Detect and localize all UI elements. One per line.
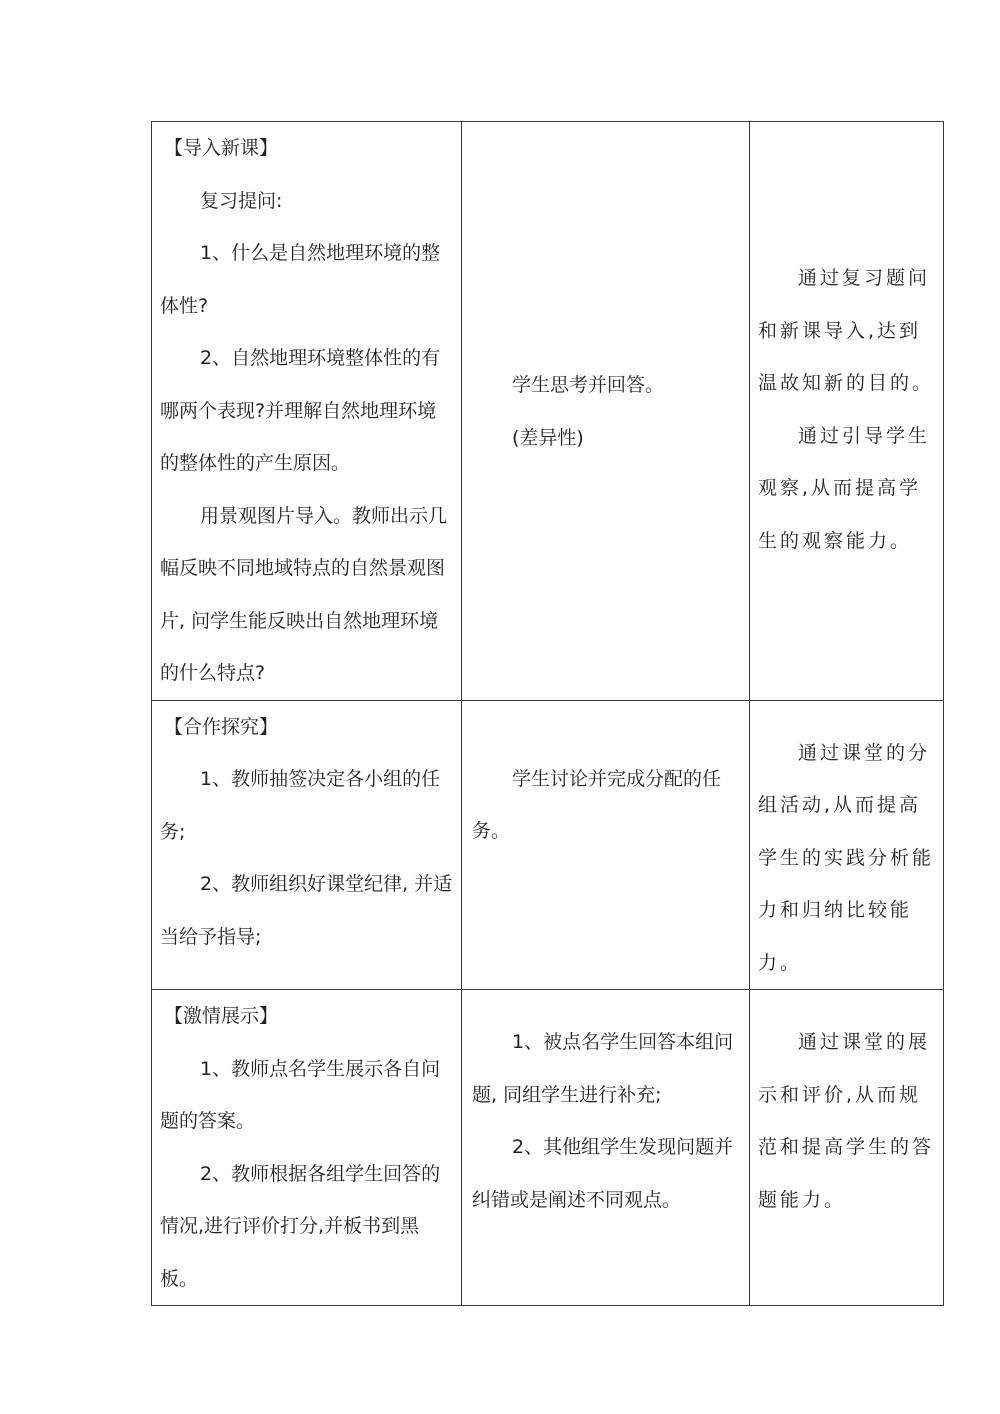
teacher-activity-cell (152, 122, 462, 701)
student-activity-cell (462, 122, 750, 701)
paragraph: (差异性) (512, 426, 584, 449)
design-purpose-cell (750, 990, 944, 1306)
teacher-activity-cell (152, 990, 462, 1306)
paragraph: 1、教师点名学生展示各自问题的答案。 (160, 1057, 441, 1132)
paragraph: 通过引导学生观察,从而提高学生的观察能力。 (758, 424, 931, 552)
design-purpose-cell (750, 122, 944, 701)
design-purpose-cell (750, 700, 944, 990)
paragraph: 2、其他组学生发现问题并纠错或是阐述不同观点。 (472, 1136, 734, 1211)
paragraph: 2、教师组织好课堂纪律, 并适当给予指导; (160, 873, 453, 948)
lesson-plan-table (151, 121, 944, 1306)
paragraph: 通过课堂的展示和评价,从而规范和提高学生的答题能力。 (758, 1031, 935, 1211)
paragraph: 通过复习题问和新课导入,达到温故知新的目的。 (758, 267, 935, 394)
paragraph: 1、教师抽签决定各小组的任务; (160, 768, 441, 843)
table-row (152, 700, 944, 990)
teacher-activity-cell (152, 700, 462, 990)
paragraph: 2、自然地理环境整体性的有哪两个表现?并理解自然地理环境的整体性的产生原因。 (160, 347, 441, 474)
paragraph: 复习提问: (200, 189, 283, 212)
paragraph: 通过课堂的分组活动,从而提高学生的实践分析能力和归纳比较能力。 (758, 741, 935, 974)
section-title: 【导入新课】 (164, 137, 279, 159)
paragraph: 2、教师根据各组学生回答的情况,进行评价打分,并板书到黑板。 (160, 1162, 441, 1290)
table-row (152, 990, 944, 1306)
paragraph: 学生思考并回答。 (512, 374, 665, 396)
section-title: 【合作探究】 (164, 715, 279, 738)
paragraph: 1、被点名学生回答本组问题, 同组学生进行补充; (472, 1031, 734, 1106)
table-row (152, 122, 944, 701)
paragraph: 学生讨论并完成分配的任务。 (472, 767, 722, 842)
paragraph: 用景观图片导入。教师出示几幅反映不同地域特点的自然景观图片, 问学生能反映出自然地理环境的什么特点? (160, 504, 448, 684)
paragraph: 1、什么是自然地理环境的整体性? (160, 242, 441, 317)
student-activity-cell (462, 990, 750, 1306)
student-activity-cell (462, 700, 750, 990)
section-title: 【激情展示】 (164, 1005, 279, 1027)
